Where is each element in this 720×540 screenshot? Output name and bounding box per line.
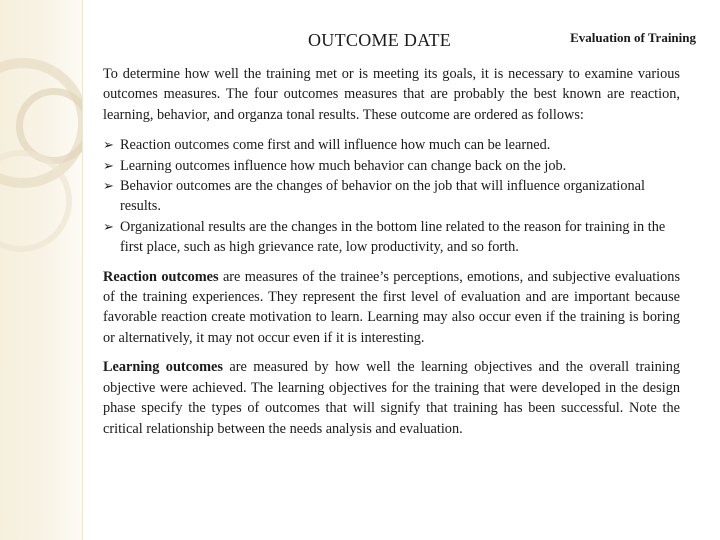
- intro-paragraph: To determine how well the training met or is meeting its goals, it is necessary to examine various outcomes measures. The four outcomes measures that are probably the best known are reaction, learning, behavior, and organza tonal results. These outcome are ordered as follows:: [103, 66, 680, 123]
- list-item: [103, 217, 680, 258]
- learning-outcomes-text: are measured by how well the learning objectives and the overall training objective were achieved. The learning objectives for the training that were developed in the design phase specify the types of outcomes that will signify that training has been successful. Note the critical relationship between the needs analysis and evaluation.: [103, 359, 680, 437]
- list-item-text: Learning outcomes influence how much behavior can change back on the job.: [120, 157, 567, 174]
- learning-outcomes-paragraph: [103, 357, 680, 439]
- list-item-text: Organizational results are the changes in the bottom line related to the reason for training in the first place, such as high grievance rate, low productivity, and so forth.: [120, 218, 666, 256]
- list-item-text: Behavior outcomes are the changes of behavior on the job that will influence organizational results.: [120, 178, 645, 215]
- list-item: [103, 156, 680, 176]
- slide-title: OUTCOME DATE: [308, 30, 452, 50]
- reaction-outcomes-term: Reaction outcomes: [103, 268, 219, 285]
- reaction-outcomes-text: are measures of the trainee’s perceptions, emotions, and subjective evaluations of the training experiences. They represent the first level of evaluation and are important because favorable reaction create motivation to learn. Learning may also occur even if the training is boring or alternatively, it may not occur even if it is interesting.: [103, 268, 681, 346]
- arrow-bullet-icon: ➢: [103, 178, 114, 194]
- list-item: [103, 135, 680, 155]
- arrow-bullet-icon: ➢: [103, 137, 114, 153]
- list-item: [103, 176, 680, 217]
- list-item-text: Reaction outcomes come first and will influence how much can be learned.: [120, 137, 551, 154]
- arrow-bullet-icon: ➢: [103, 218, 114, 234]
- slide-body: [103, 64, 680, 448]
- decorative-side-panel: [0, 0, 82, 540]
- arrow-bullet-icon: ➢: [103, 157, 114, 173]
- reaction-outcomes-paragraph: [103, 267, 680, 349]
- outcome-order-list: [103, 135, 680, 257]
- learning-outcomes-term: Learning outcomes: [103, 359, 223, 376]
- slide-subtitle: Evaluation of Training: [570, 30, 696, 45]
- panel-divider: [82, 0, 83, 540]
